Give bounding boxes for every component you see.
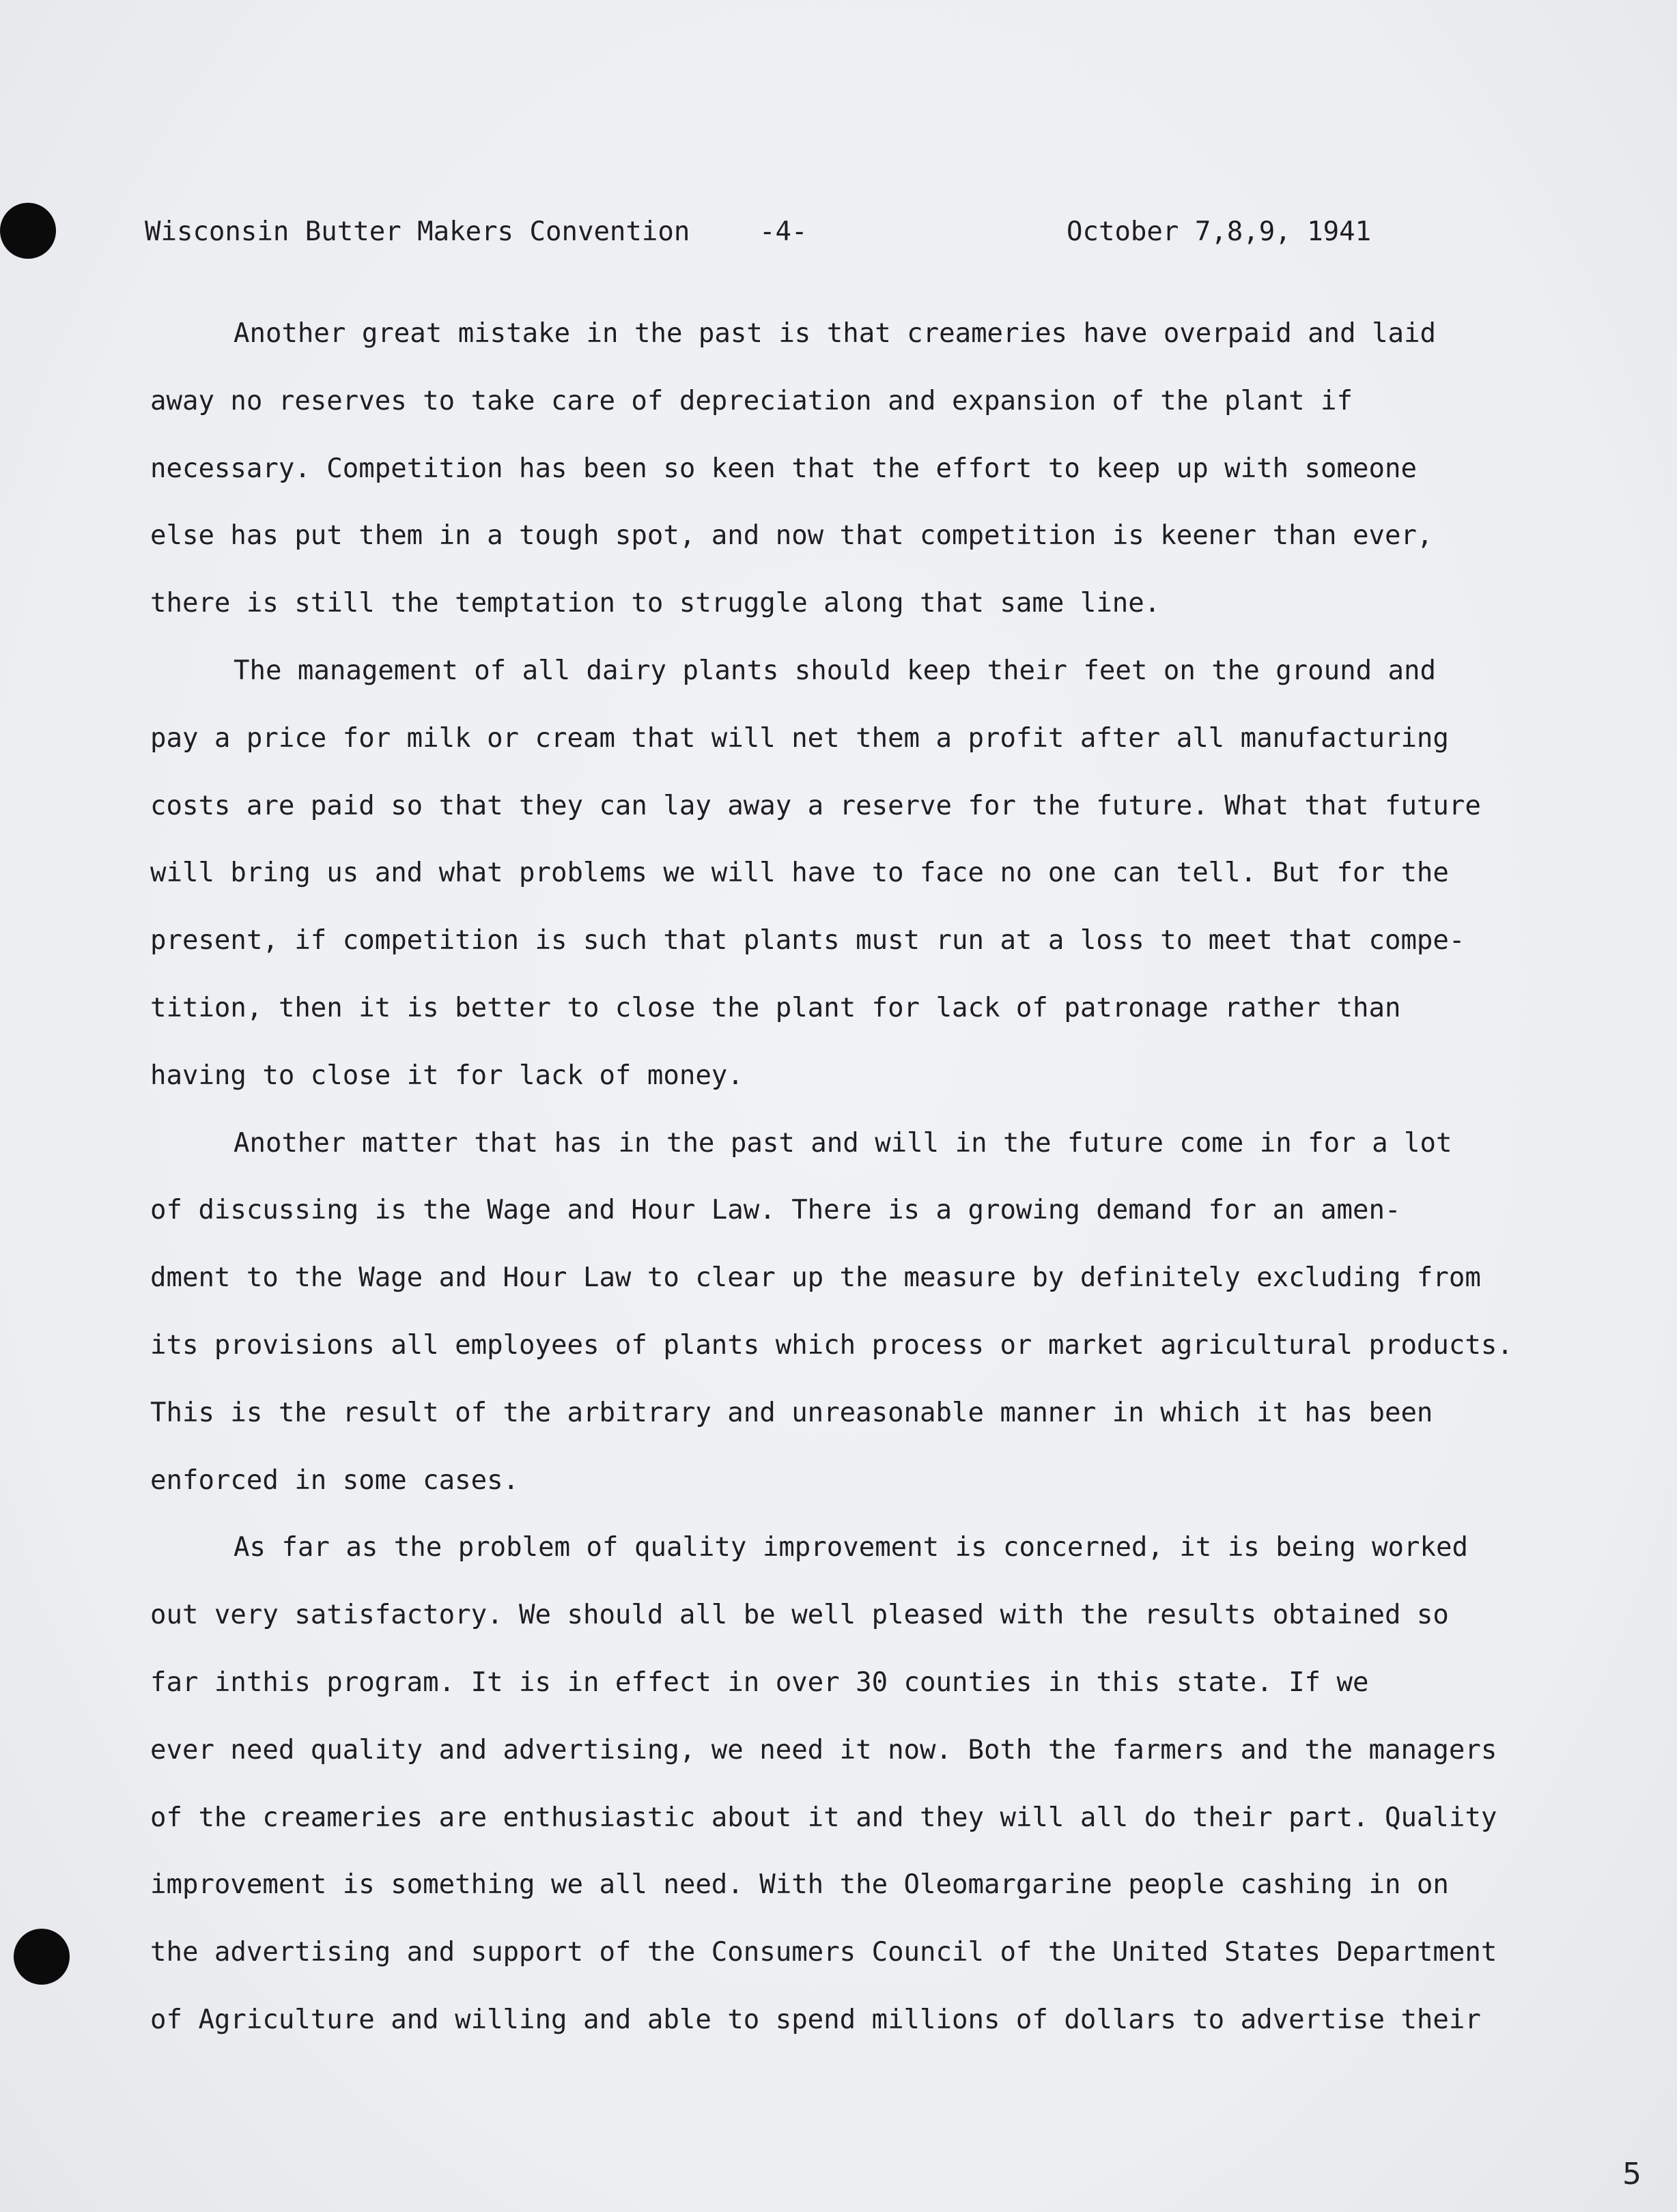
text-line: ever need quality and advertising, we need it now. Both the farmers and the managers <box>150 1734 1497 1766</box>
paragraph-wage-hour-law <box>150 1110 1618 1515</box>
text-line: will bring us and what problems we will have to face no one can tell. But for the <box>150 857 1449 889</box>
paragraph-reserves <box>150 300 1618 638</box>
text-line: necessary. Competition has been so keen that the effort to keep up with someone <box>150 453 1417 484</box>
text-line: its provisions all employees of plants which process or market agricultural products. <box>150 1329 1513 1361</box>
text-line: Another matter that has in the past and will in the future come in for a lot <box>234 1127 1452 1159</box>
document-body <box>150 300 1618 2054</box>
text-line: there is still the temptation to struggle along that same line. <box>150 588 1161 619</box>
text-line: far inthis program. It is in effect in over 30 counties in this state. If we <box>150 1667 1369 1698</box>
text-line: having to close it for lack of money. <box>150 1060 744 1091</box>
text-line: out very satisfactory. We should all be well pleased with the results obtained so <box>150 1600 1449 1631</box>
text-line: the advertising and support of the Consumers Council of the United States Department <box>150 1937 1497 1968</box>
text-line: enforced in some cases. <box>150 1464 520 1496</box>
text-line: As far as the problem of quality improvement is concerned, it is being worked <box>234 1532 1468 1563</box>
paragraph-management <box>150 638 1618 1110</box>
text-line: dment to the Wage and Hour Law to clear up the measure by definitely excluding from <box>150 1262 1481 1294</box>
page-number: 5 <box>1622 2157 1641 2192</box>
header-date: October 7,8,9, 1941 <box>1067 216 1372 247</box>
punch-hole-bottom <box>14 1929 70 1985</box>
punch-hole-top <box>0 203 56 259</box>
paragraph-quality-improvement <box>150 1514 1618 2054</box>
text-line: of the creameries are enthusiastic about it and they will all do their part. Quality <box>150 1802 1497 1833</box>
header-page-marker: -4- <box>759 216 808 247</box>
text-line: of discussing is the Wage and Hour Law. There is a growing demand for an amen- <box>150 1195 1401 1226</box>
text-line: The management of all dairy plants should keep their feet on the ground and <box>234 655 1436 686</box>
text-line: present, if competition is such that plants must run at a loss to meet that compe- <box>150 925 1465 956</box>
text-line: costs are paid so that they can lay away a reserve for the future. What that future <box>150 790 1481 821</box>
text-line: else has put them in a tough spot, and now that competition is keener than ever, <box>150 520 1433 552</box>
text-line: This is the result of the arbitrary and unreasonable manner in which it has been <box>150 1397 1433 1428</box>
text-line: of Agriculture and willing and able to spend millions of dollars to advertise their <box>150 2004 1481 2035</box>
text-line: tition, then it is better to close the plant for lack of patronage rather than <box>150 992 1401 1023</box>
text-line: improvement is something we all need. With the Oleomargarine people cashing in on <box>150 1869 1449 1901</box>
text-line: Another great mistake in the past is that creameries have overpaid and laid <box>234 318 1436 349</box>
text-line: pay a price for milk or cream that will net them a profit after all manufacturing <box>150 722 1449 754</box>
text-line: away no reserves to take care of depreciation and expansion of the plant if <box>150 385 1353 416</box>
header-event-title: Wisconsin Butter Makers Convention <box>145 216 690 247</box>
page-header <box>145 212 1394 253</box>
